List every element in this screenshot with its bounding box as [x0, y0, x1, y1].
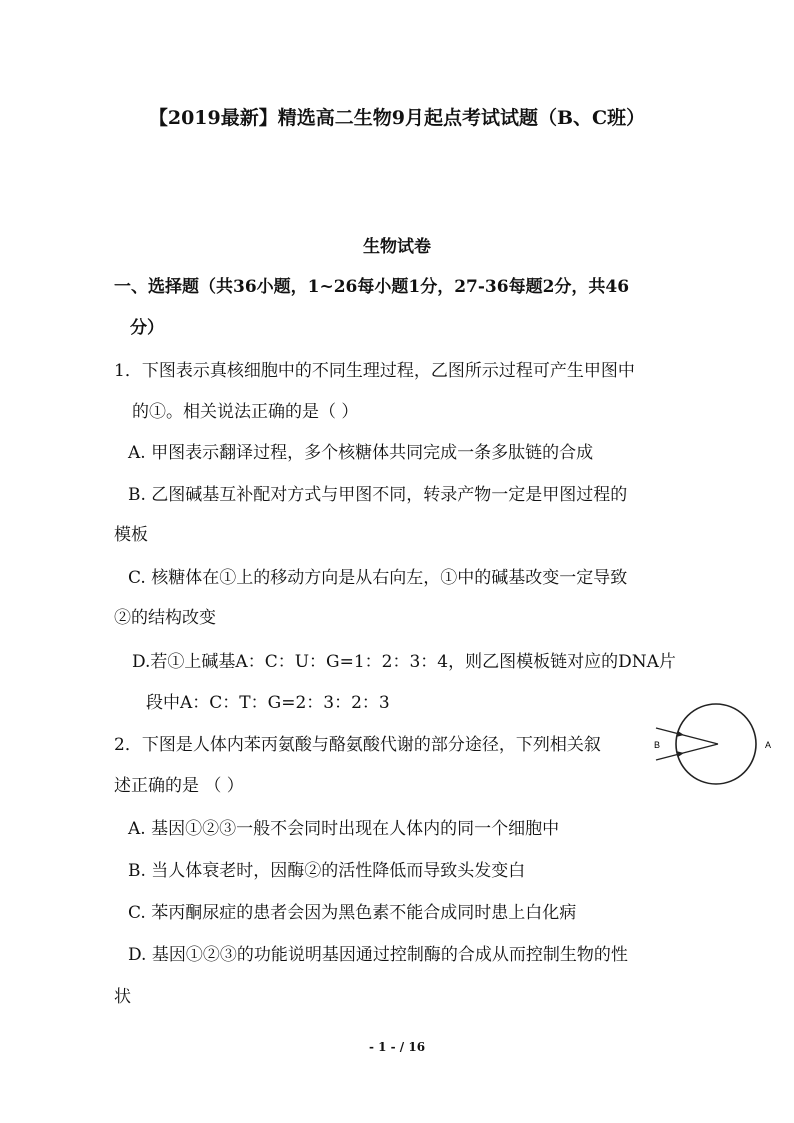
paper-subtitle: 生物试卷	[363, 237, 431, 257]
section-heading-line1: 一、选择题（共36小题，1~26每小题1分，27-36每题2分，共46	[114, 277, 630, 297]
q2-stem-line1: 2．下图是人体内苯丙氨酸与酪氨酸代谢的部分途径，下列相关叙	[114, 735, 601, 755]
q2-option-a: A. 基因①②③一般不会同时出现在人体内的同一个细胞中	[128, 819, 560, 839]
q1-stem-line2: 的①。相关说法正确的是（ ）	[132, 402, 359, 422]
diagram-lower-line	[656, 744, 718, 760]
q1-option-c-line2: ②的结构改变	[114, 608, 216, 628]
q1-option-d-line2: 段中A：C：T：G=2：3：2：3	[146, 693, 390, 713]
q1-option-d-line1: D.若①上碱基A：C：U：G=1：2：3：4，则乙图模板链对应的DNA片	[132, 652, 676, 672]
q1-stem-line1: 1．下图表示真核细胞中的不同生理过程，乙图所示过程可产生甲图中	[114, 361, 635, 381]
q1-option-b-line1: B. 乙图碱基互补配对方式与甲图不同，转录产物一定是甲图过程的	[128, 485, 628, 505]
page-footer: - 1 - / 16	[368, 1040, 426, 1054]
q1-option-a: A. 甲图表示翻译过程，多个核糖体共同完成一条多肽链的合成	[128, 443, 594, 463]
q1-option-b-line2: 模板	[114, 525, 148, 545]
document-title: 【2019最新】精选高二生物9月起点考试试题（B、C班）	[148, 107, 646, 129]
q2-stem-line2: 述正确的是 （ ）	[114, 776, 244, 796]
q2-option-d-line2: 状	[114, 987, 131, 1007]
diagram-label-b: B	[654, 740, 661, 750]
circle-diagram	[648, 702, 778, 786]
q1-option-c-line1: C. 核糖体在①上的移动方向是从右向左，①中的碱基改变一定导致	[128, 568, 628, 588]
diagram-upper-line	[656, 728, 718, 744]
q2-option-b: B. 当人体衰老时，因酶②的活性降低而导致头发变白	[128, 861, 526, 881]
q2-option-d-line1: D. 基因①②③的功能说明基因通过控制酶的合成从而控制生物的性	[128, 945, 628, 965]
diagram-label-a: A	[765, 740, 772, 750]
q2-option-c: C. 苯丙酮尿症的患者会因为黑色素不能合成同时患上白化病	[128, 903, 577, 923]
section-heading-line2: 分）	[130, 318, 164, 338]
